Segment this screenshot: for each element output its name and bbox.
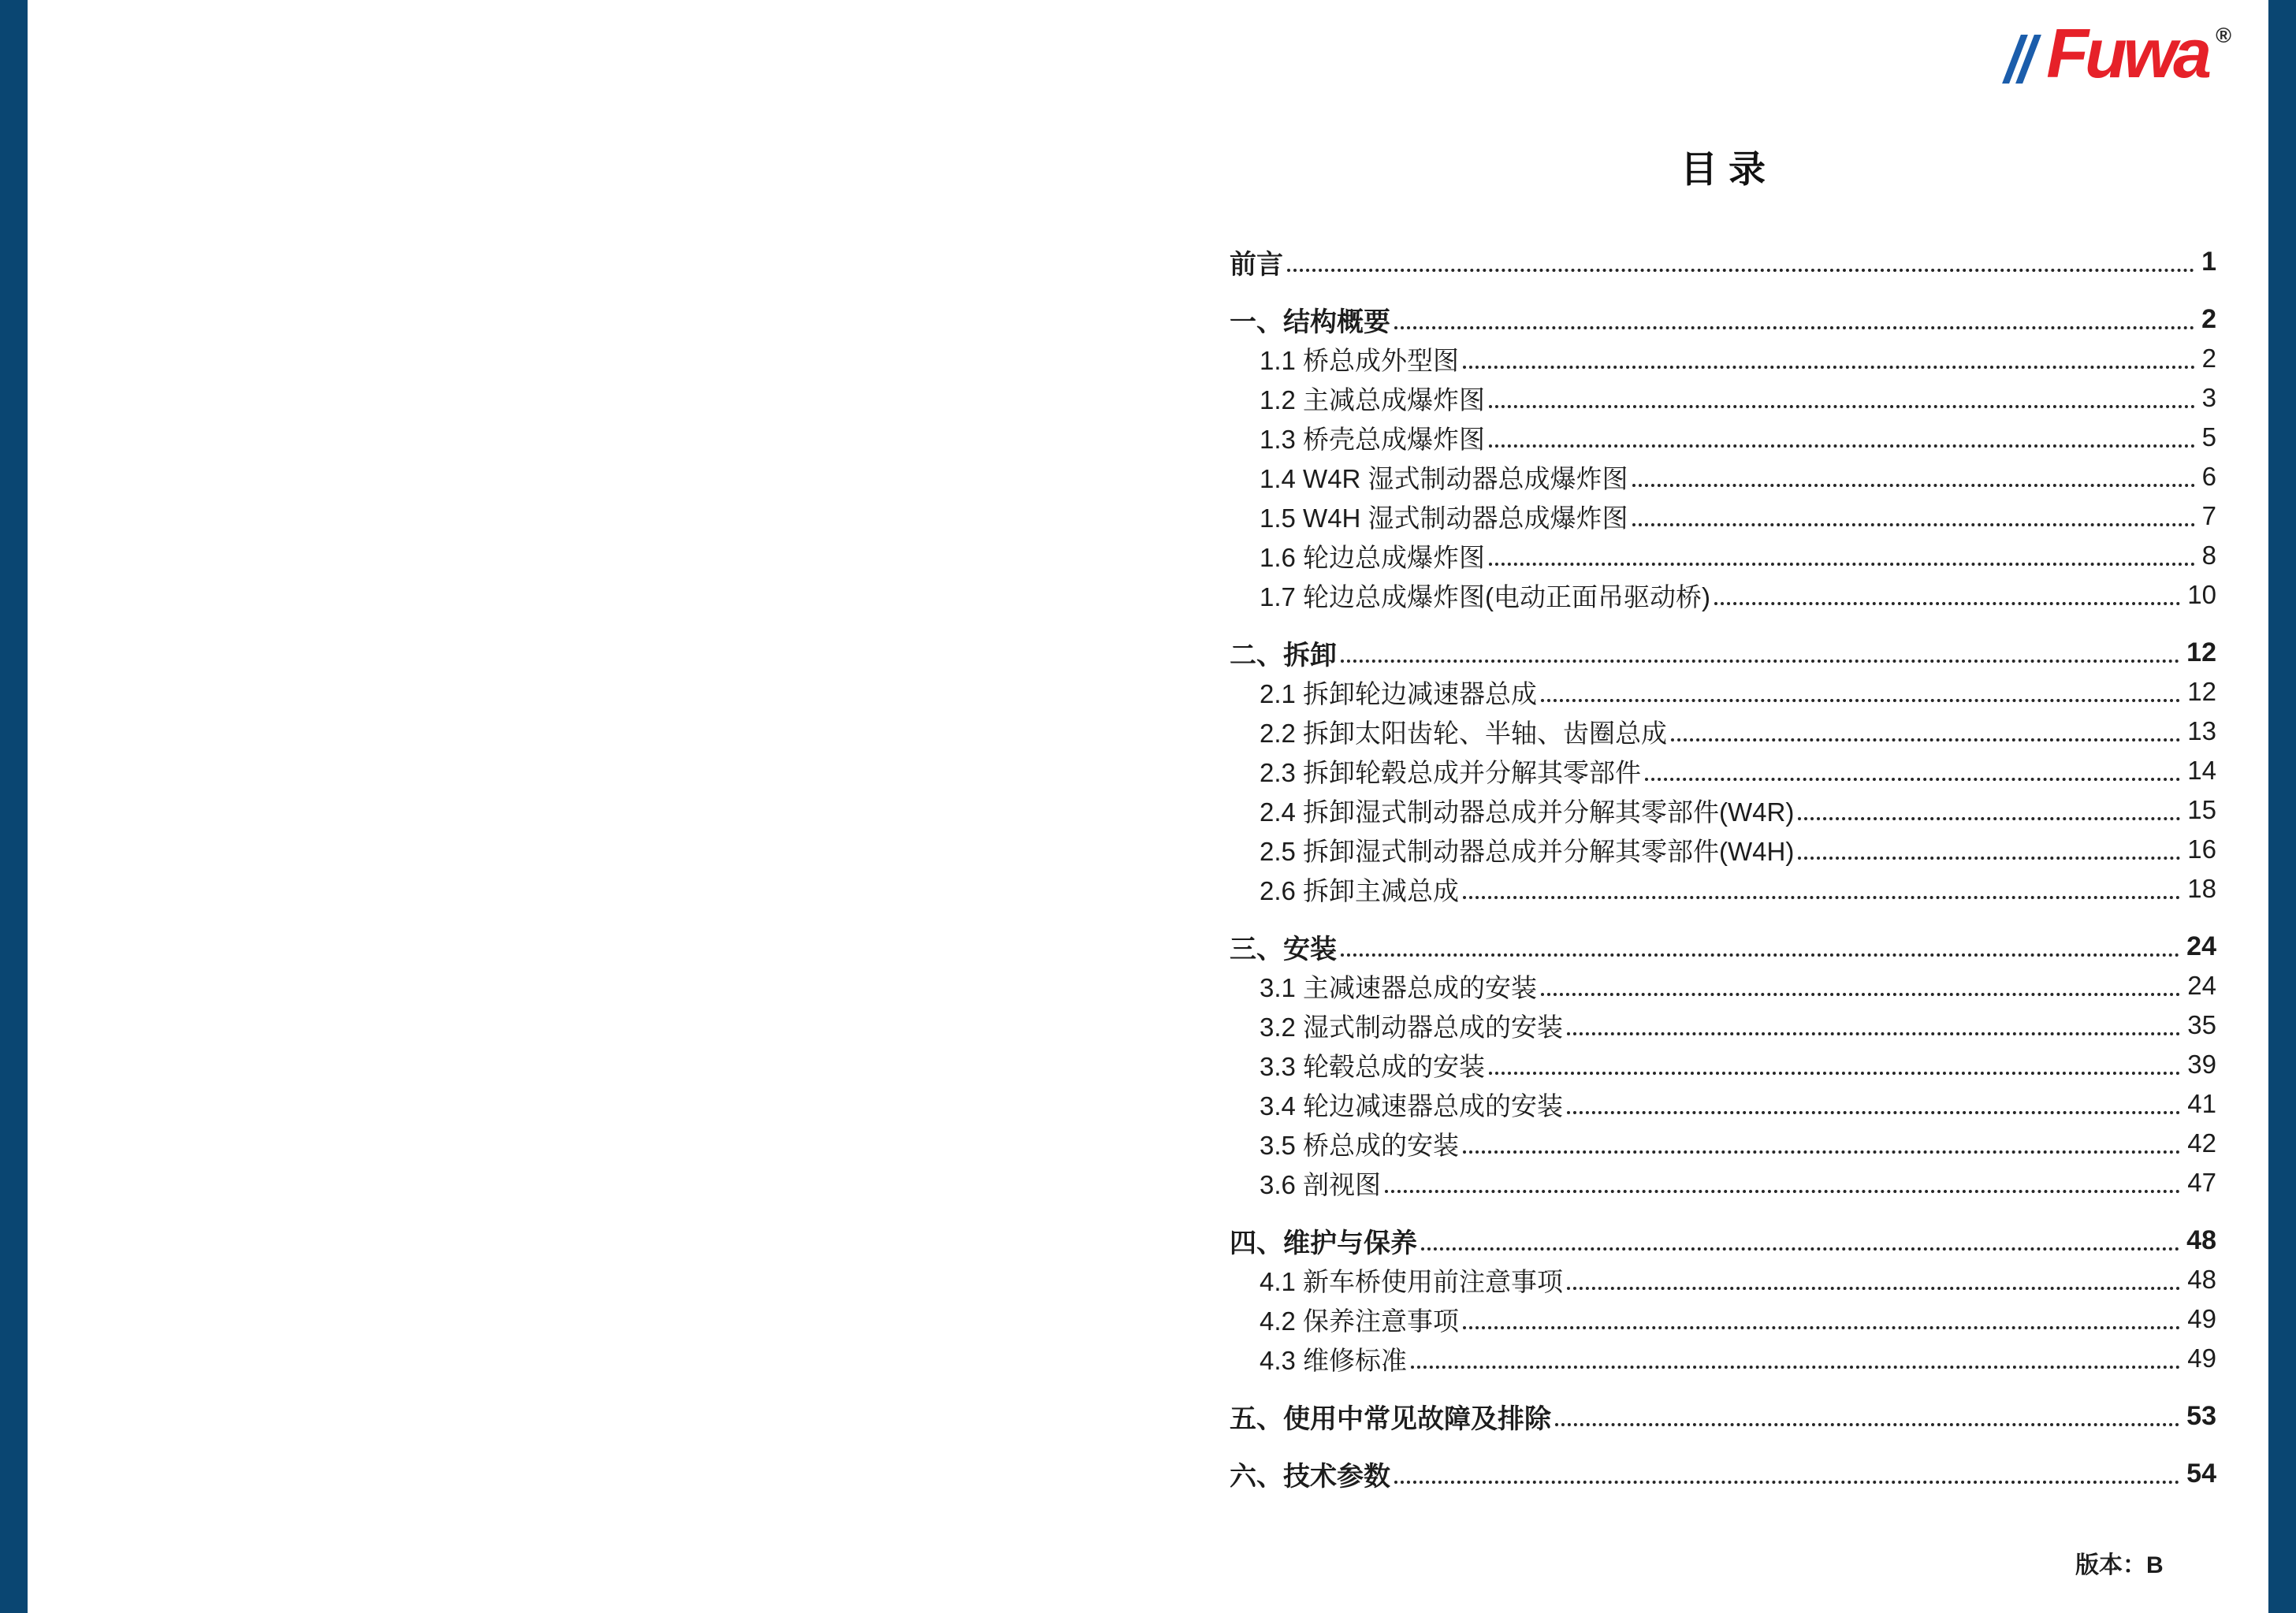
toc-entry[interactable]	[1230, 536, 2216, 575]
dot-leader	[1489, 444, 2195, 448]
toc-entry-label: 四、维护与保养	[1230, 1228, 1417, 1258]
dot-leader	[1394, 1481, 2179, 1484]
dot-leader	[1394, 326, 2194, 329]
toc-entry-page: 42	[2187, 1128, 2216, 1158]
dot-leader	[1541, 993, 2180, 996]
toc-entry-label: 1.1 桥总成外型图	[1260, 345, 1460, 375]
toc-entry[interactable]	[1230, 457, 2216, 496]
toc-entry[interactable]	[1230, 927, 2216, 966]
toc-entry[interactable]	[1230, 869, 2216, 909]
dot-leader	[1463, 1150, 2180, 1154]
toc-entry-page: 16	[2187, 834, 2216, 864]
toc-entry-label: 2.3 拆卸轮毂总成并分解其零部件	[1260, 757, 1642, 787]
toc-entry-page: 12	[2187, 677, 2216, 706]
toc-entry[interactable]	[1230, 1396, 2216, 1436]
dot-leader	[1798, 857, 2180, 860]
toc-entry[interactable]	[1230, 418, 2216, 457]
toc-entry-label: 1.6 轮边总成爆炸图	[1260, 542, 1486, 572]
dot-leader	[1567, 1032, 2180, 1035]
toc-entry[interactable]	[1230, 299, 2216, 339]
toc-entry-page: 48	[2187, 1265, 2216, 1294]
dot-leader	[1632, 523, 2195, 526]
toc-entry-page: 14	[2187, 756, 2216, 785]
toc-entry-page: 48	[2186, 1225, 2216, 1255]
toc-entry-label: 3.4 轮边减速器总成的安装	[1260, 1091, 1564, 1121]
toc-entry-label: 2.6 拆卸主减总成	[1260, 875, 1460, 905]
toc-entry[interactable]	[1230, 751, 2216, 790]
dot-leader	[1632, 484, 2195, 487]
toc-entry-label: 4.2 保养注意事项	[1260, 1306, 1460, 1336]
toc-entry-label: 4.1 新车桥使用前注意事项	[1260, 1266, 1564, 1296]
toc-entry-page: 35	[2187, 1010, 2216, 1039]
toc-entry-page: 47	[2187, 1168, 2216, 1197]
dot-leader	[1671, 738, 2180, 741]
toc-entry-label: 三、安装	[1230, 934, 1337, 964]
dot-leader	[1555, 1423, 2179, 1426]
toc-entry-page: 49	[2187, 1304, 2216, 1333]
toc-entry-page: 2	[2201, 344, 2216, 373]
toc-entry-page: 3	[2201, 383, 2216, 412]
toc-entry[interactable]	[1230, 1163, 2216, 1202]
dot-leader	[1489, 563, 2195, 566]
toc-entry-label: 3.2 湿式制动器总成的安装	[1260, 1012, 1564, 1042]
page-edge-bar-left	[0, 0, 28, 1613]
dot-leader	[1489, 405, 2195, 408]
toc-entry-label: 二、拆卸	[1230, 640, 1337, 671]
toc-entry-label: 1.4 W4R 湿式制动器总成爆炸图	[1260, 463, 1628, 493]
toc-entry-page: 13	[2187, 716, 2216, 745]
version-label: 版本：B	[2075, 1552, 2164, 1578]
dot-leader	[1798, 817, 2180, 820]
toc-entry-label: 前言	[1230, 249, 1283, 280]
dot-leader	[1341, 660, 2179, 663]
toc-entry[interactable]	[1230, 1124, 2216, 1163]
logo-stripes	[2011, 35, 2038, 84]
dot-leader	[1411, 1366, 2180, 1369]
toc-entry-page: 1	[2201, 246, 2216, 277]
toc-entry[interactable]	[1230, 966, 2216, 1005]
toc-entry[interactable]	[1230, 1299, 2216, 1339]
toc-entry-label: 3.3 轮毂总成的安装	[1260, 1051, 1486, 1081]
toc-entry-label: 3.1 主减速器总成的安装	[1260, 972, 1538, 1002]
toc-entry[interactable]	[1230, 1260, 2216, 1299]
dot-leader	[1714, 602, 2180, 605]
toc-entry-page: 49	[2187, 1344, 2216, 1373]
toc-entry[interactable]	[1230, 378, 2216, 418]
toc-entry-page: 54	[2186, 1458, 2216, 1488]
toc-entry-page: 18	[2187, 874, 2216, 903]
toc-entry-page: 12	[2186, 637, 2216, 667]
dot-leader	[1463, 366, 2195, 369]
dot-leader	[1463, 896, 2180, 899]
toc-entry[interactable]	[1230, 790, 2216, 830]
page-title: 目录	[1680, 148, 1777, 190]
dot-leader	[1463, 1326, 2180, 1329]
page-edge-bar-right	[2268, 0, 2296, 1613]
toc-entry-label: 3.5 桥总成的安装	[1260, 1130, 1460, 1160]
toc-entry-label: 2.1 拆卸轮边减速器总成	[1260, 678, 1538, 708]
toc-entry-page: 5	[2201, 422, 2216, 452]
toc-entry-page: 24	[2186, 931, 2216, 961]
toc-entry[interactable]	[1230, 830, 2216, 869]
toc-list	[1230, 224, 2216, 1493]
registered-trademark-icon: ®	[2216, 24, 2231, 47]
toc-entry-page: 10	[2187, 580, 2216, 609]
toc-entry-label: 4.3 维修标准	[1260, 1345, 1408, 1375]
toc-entry[interactable]	[1230, 1084, 2216, 1124]
toc-entry[interactable]	[1230, 339, 2216, 378]
toc-entry[interactable]	[1230, 1221, 2216, 1260]
dot-leader	[1341, 953, 2179, 957]
toc-entry-label: 2.2 拆卸太阳齿轮、半轴、齿圈总成	[1260, 718, 1668, 748]
toc-entry[interactable]	[1230, 672, 2216, 712]
dot-leader	[1567, 1287, 2180, 1290]
toc-entry-label: 六、技术参数	[1230, 1461, 1390, 1492]
toc-entry-label: 1.5 W4H 湿式制动器总成爆炸图	[1260, 503, 1628, 533]
toc-entry-page: 7	[2201, 501, 2216, 530]
dot-leader	[1385, 1190, 2180, 1193]
dot-leader	[1541, 699, 2180, 702]
toc-entry[interactable]	[1230, 242, 2216, 281]
toc-entry-label: 1.7 轮边总成爆炸图(电动正面吊驱动桥)	[1260, 582, 1711, 611]
toc-entry-page: 53	[2186, 1400, 2216, 1431]
toc-entry[interactable]	[1230, 712, 2216, 751]
toc-entry[interactable]	[1230, 1454, 2216, 1493]
toc-entry-page: 6	[2201, 462, 2216, 491]
toc-entry-page: 39	[2187, 1050, 2216, 1079]
fuwa-logo	[2011, 14, 2231, 92]
toc-entry[interactable]	[1230, 1339, 2216, 1378]
toc-entry-label: 2.5 拆卸湿式制动器总成并分解其零部件(W4H)	[1260, 836, 1795, 866]
toc-entry[interactable]	[1230, 1045, 2216, 1084]
toc-entry-label: 五、使用中常见故障及排除	[1230, 1403, 1551, 1434]
toc-entry-label: 1.3 桥壳总成爆炸图	[1260, 424, 1486, 454]
toc-entry[interactable]	[1230, 575, 2216, 615]
dot-leader	[1645, 778, 2180, 781]
toc-entry-page: 41	[2187, 1089, 2216, 1118]
dot-leader	[1421, 1247, 2179, 1251]
toc-entry[interactable]	[1230, 496, 2216, 536]
toc-entry-page: 8	[2201, 541, 2216, 570]
toc-entry-label: 一、结构概要	[1230, 307, 1390, 337]
toc-entry[interactable]	[1230, 1005, 2216, 1045]
toc-entry[interactable]	[1230, 633, 2216, 672]
toc-entry-page: 15	[2187, 795, 2216, 824]
dot-leader	[1489, 1072, 2180, 1075]
toc-entry-label: 1.2 主减总成爆炸图	[1260, 385, 1486, 414]
toc-entry-label: 3.6 剖视图	[1260, 1169, 1382, 1199]
dot-leader	[1287, 269, 2194, 272]
logo-text: Fuwa	[2046, 14, 2209, 92]
toc-entry-page: 24	[2187, 971, 2216, 1000]
dot-leader	[1567, 1111, 2180, 1114]
toc-entry-page: 2	[2201, 303, 2216, 334]
toc-entry-label: 2.4 拆卸湿式制动器总成并分解其零部件(W4R)	[1260, 797, 1795, 827]
